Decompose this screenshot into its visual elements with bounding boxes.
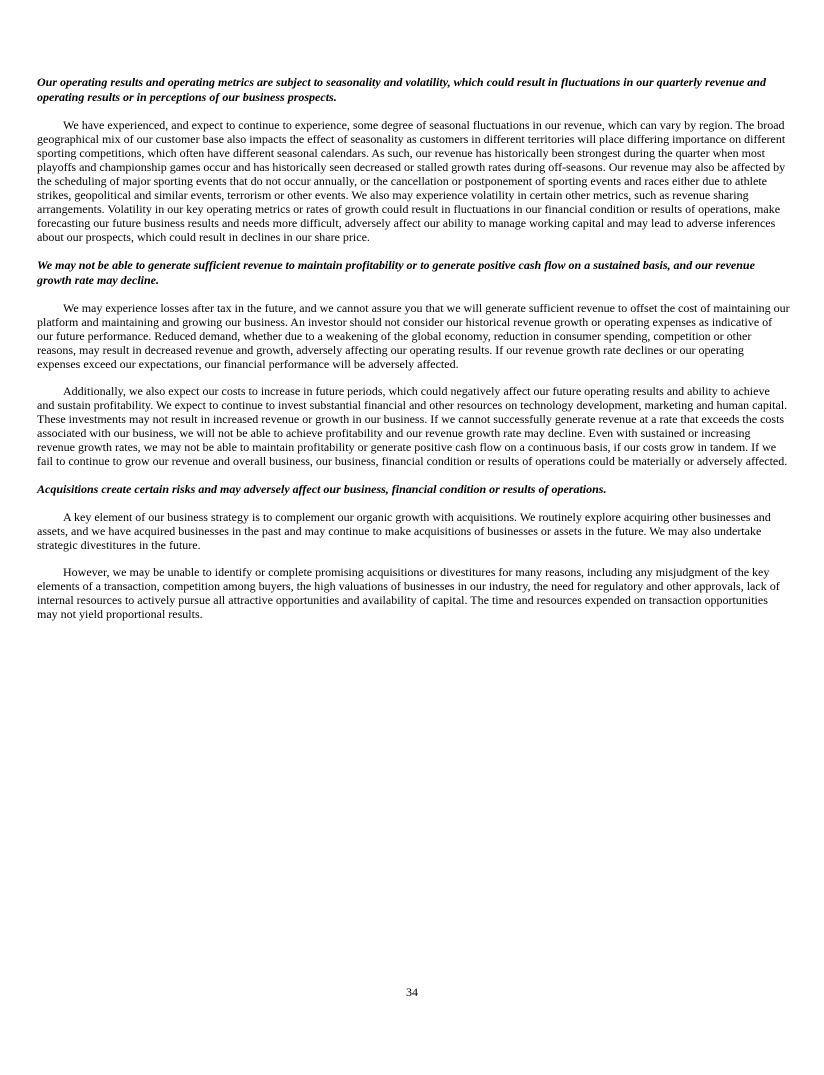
risk-factor-revenue [37, 258, 790, 468]
section-heading: Acquisitions create certain risks and may adversely affect our business, financial condition or results of operations. [37, 482, 607, 496]
risk-factor-acquisitions [37, 482, 790, 621]
page-body [37, 75, 790, 634]
body-paragraph: We have experienced, and expect to continue to experience, some degree of seasonal fluctuations in our revenue, which can vary by region. The broad geographical mix of our customer base also impacts the effect of seasonality as customers in different territories will place differing importance on different sporting competitions, which often have different seasonal calendars. As such, our revenue has historically been strongest during the quarter when most playoffs and championship games occur and has historically seen decreased or stalled growth rates during off-seasons. Our revenue may also be affected by the scheduling of major sporting events that do not occur annually, or the cancellation or postponement of sporting events and races either due to athlete strikes, geopolitical and similar events, terrorism or other events. We also may experience volatility in certain other metrics, such as revenue sharing arrangements. Volatility in our key operating metrics or rates of growth could result in fluctuations in our financial condition or results of operations, make forecasting our future business results and needs more difficult, adversely affect our ability to manage working capital and may lead to adverse inferences about our prospects, which could result in declines in our share price. [37, 118, 786, 244]
section-heading: We may not be able to generate sufficient revenue to maintain profitability or to generate positive cash flow on a sustained basis, and our revenue growth rate may decline. [37, 258, 755, 287]
body-paragraph: We may experience losses after tax in the future, and we cannot assure you that we will generate sufficient revenue to offset the cost of maintaining our platform and maintaining and growing our business. An investor should not consider our historical revenue growth or operating expenses as indicative of our future performance. Reduced demand, whether due to a weakening of the global economy, reduction in consumer spending, competition or other reasons, may result in decreased revenue and growth, adversely affecting our operating results. If our revenue growth rate declines or our operating expenses exceed our expectations, our financial performance will be adversely affected. [37, 301, 790, 371]
body-paragraph: A key element of our business strategy is to complement our organic growth with acquisitions. We routinely explore acquiring other businesses and assets, and we have acquired businesses in the past and may continue to make acquisitions of businesses or assets in the future. We may also undertake strategic divestitures in the future. [37, 510, 771, 552]
page-number: 34 [406, 985, 418, 999]
body-paragraph: Additionally, we also expect our costs to increase in future periods, which could negatively affect our future operating results and ability to achieve and sustain profitability. We expect to continue to invest substantial financial and other resources on technology development, marketing and human capital. These investments may not result in increased revenue or growth in our business. If we cannot successfully generate revenue at a rate that exceeds the costs associated with our business, we will not be able to achieve profitability and our revenue growth rate may decline. Even with sustained or increasing revenue growth rates, we may not be able to maintain profitability or generate positive cash flow on a continuous basis, if our costs grow in tandem. If we fail to continue to grow our revenue and overall business, our business, financial condition or results of operations could be materially or adversely affected. [37, 384, 788, 468]
section-heading: Our operating results and operating metrics are subject to seasonality and volatility, which could result in fluctuations in our quarterly revenue and operating results or in perceptions of our business prospects. [37, 75, 766, 104]
risk-factor-seasonality [37, 75, 790, 244]
body-paragraph: However, we may be unable to identify or complete promising acquisitions or divestitures for many reasons, including any misjudgment of the key elements of a transaction, competition among buyers, the high valuations of businesses in our industry, the need for regulatory and other approvals, lack of internal resources to actively pursue all attractive opportunities and availability of capital. The time and resources expended on transaction opportunities may not yield proportional results. [37, 565, 780, 621]
